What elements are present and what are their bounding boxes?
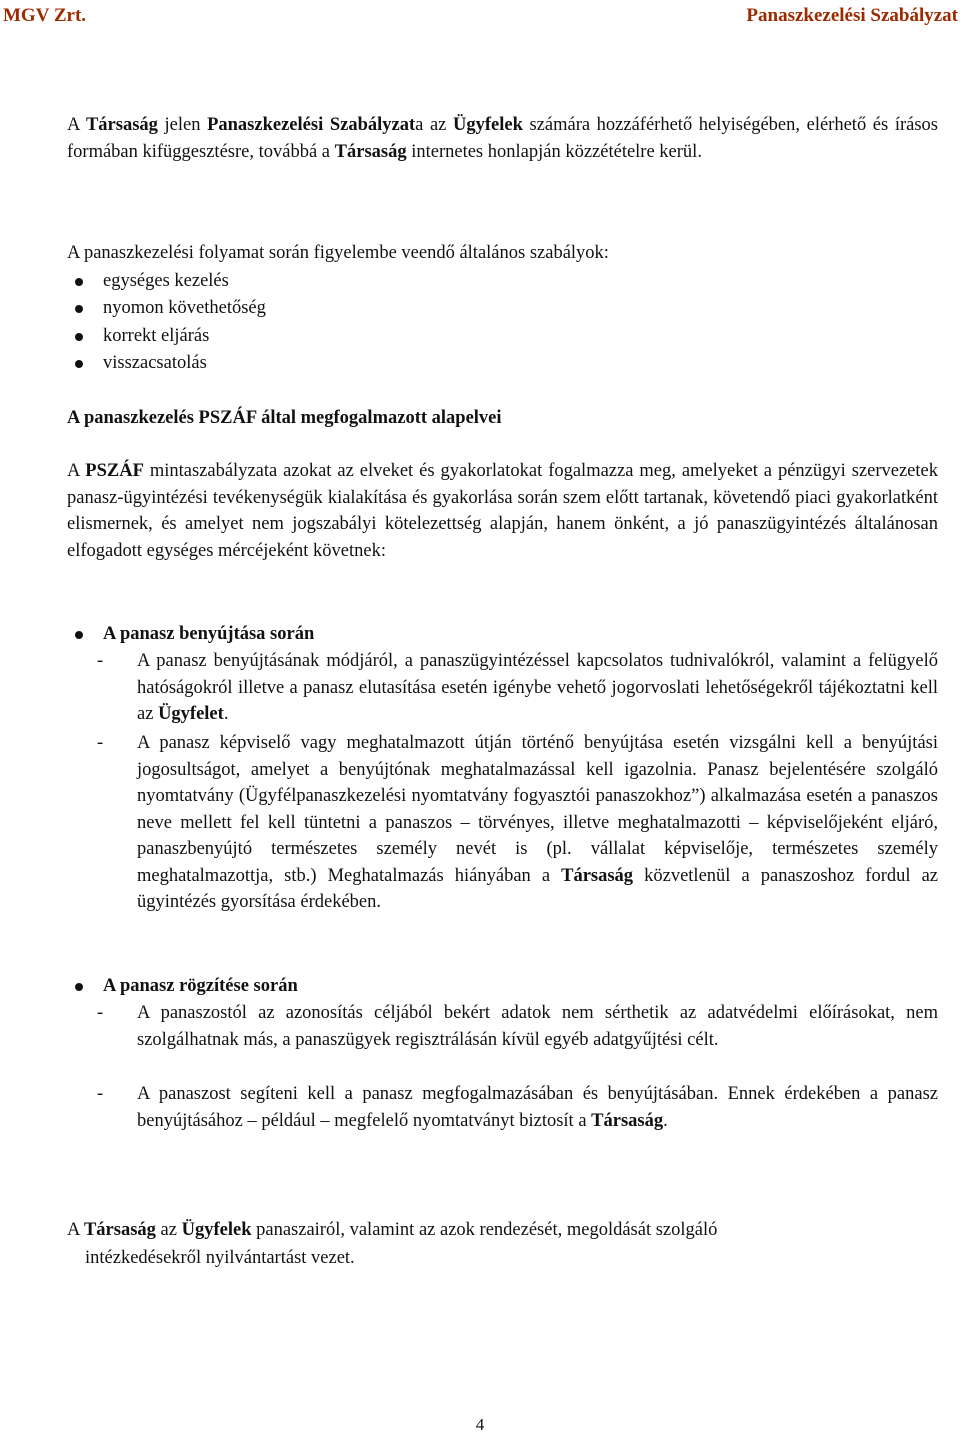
rules-heading: A panaszkezelési folyamat során figyelembe veendő általános szabályok: (67, 243, 609, 263)
bullet-icon (67, 973, 91, 1000)
bullet-icon (67, 295, 91, 322)
principles-paragraph: A PSZÁF mintaszabályzata azokat az elveket és gyakorlatokat fogalmazza meg, amelyeket a pénzügyi szervezetek panasz-ügyintézési tevékenységük kialakítása és gyakorlása során szem előtt tartanak, követendő piaci gyakorlatként elismernek, és amelyet nem jogszabályi kötelezettség alapján, hanem önként, a jó panaszügyintézés általánosan elfogadott egységes mércéjeként követnek: (67, 461, 938, 561)
section-title: A panaszkezelés PSZÁF által megfogalmazott alapelvei (67, 408, 502, 428)
bullet-icon (67, 621, 91, 648)
list-item: - A panasz képviselő vagy meghatalmazott útján történő benyújtása esetén vizsgálni kell a benyújtási jogosultságot, amelyet a benyújtónak meghatalmazással kell igazolnia. Panasz bejelentésére szolgáló nyomtatvány (Ügyfélpanaszkezelési nyomtatvány fogyasztói panaszokhoz”) alkalmazása esetén a panaszos neve mellett fel kell tüntetni a panaszos – törvényes, illetve meghatalmazotti – képviselőjeként eljáró, panaszbenyújtó természetes személy nevét is (pl. vállalat képviselője, természetes személy meghatalmazottja, stb.) Meghatalmazás hiányában a Társaság közvetlenül a panaszoshoz fordul az ügyintézés gyorsítása érdekében. (97, 733, 938, 912)
header-doc-title: Panaszkezelési Szabályzat (746, 5, 958, 26)
bullet-icon (67, 268, 91, 295)
closing-paragraph: A Társaság az Ügyfelek panaszairól, valamint az azok rendezését, megoldását szolgáló (67, 1220, 718, 1240)
bullet-icon (67, 323, 91, 350)
list-item: - A panaszost segíteni kell a panasz megfogalmazásában és benyújtásában. Ennek érdekében a panasz benyújtásához – például – megfelelő nyomtatványt biztosít a Társaság. (97, 1084, 938, 1131)
page-header (0, 3, 960, 27)
list-item: - A panasz benyújtásának módjáról, a panaszügyintézéssel kapcsolatos tudnivalókról, valamint a felügyelő hatóságokról illetve a panasz elutasítása esetén igénybe vehető jogorvoslati lehetőségekről tájékoztatni kell az Ügyfelet. (97, 651, 938, 724)
header-company: MGV Zrt. (3, 5, 87, 26)
bullet-icon (67, 350, 91, 377)
intro-paragraph: A Társaság jelen Panaszkezelési Szabályzata az Ügyfelek számára hozzáférhető helyiségében, elérhető és írásos formában kifüggesztésre, továbbá a Társaság internetes honlapján közzétételre kerül. (67, 115, 938, 162)
page-number: 4 (475, 1415, 485, 1434)
closing-paragraph-line2: intézkedésekről nyilvántartást vezet. (85, 1248, 355, 1268)
list-item: - A panaszostól az azonosítás céljából bekért adatok nem sérthetik az adatvédelmi előírásokat, nem szolgálhatnak más, a panaszügyek regisztrálásán kívül egyéb adatgyűjtési célt. (97, 1003, 938, 1050)
